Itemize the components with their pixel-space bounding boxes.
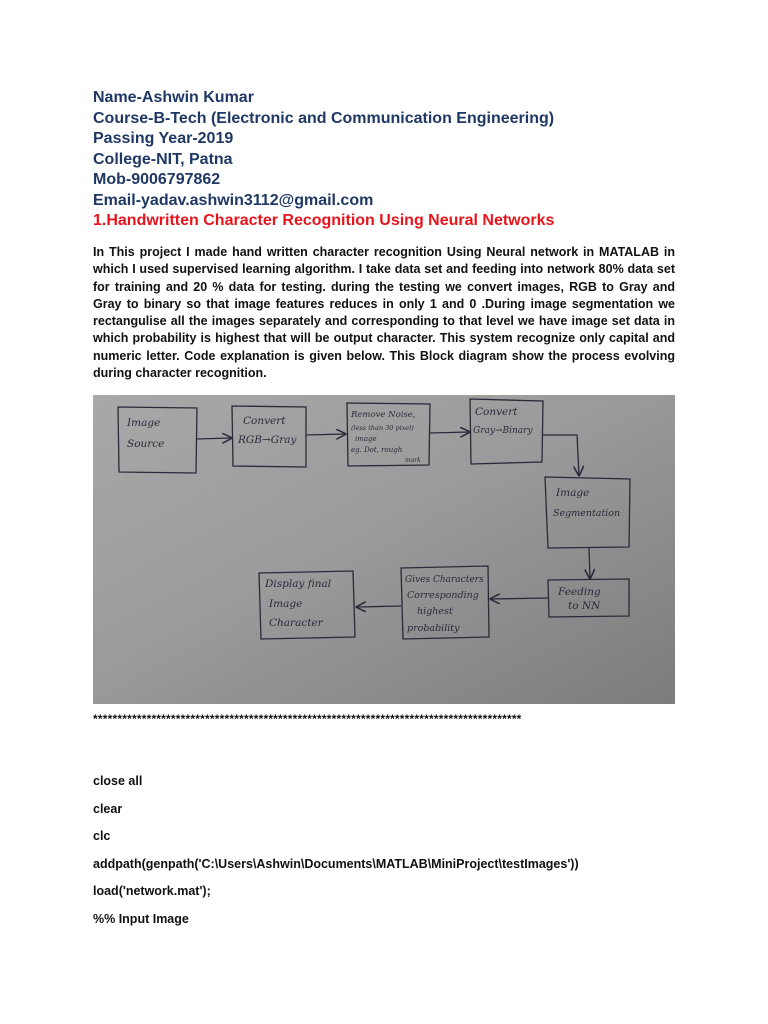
code-line: addpath(genpath('C:\Users\Ashwin\Documents\MATLAB\MiniProject\testImages')) <box>93 856 579 871</box>
diagram-label: Image <box>556 487 590 499</box>
diagram-label: Gray→Binary <box>473 426 533 436</box>
diagram-label: Corresponding <box>407 590 479 601</box>
resume-header <box>93 88 693 232</box>
diagram-label: Convert <box>243 415 286 427</box>
diagram-label: eg. Dot, rough <box>351 446 403 454</box>
code-line: close all <box>93 774 143 788</box>
diagram-label: RGB→Gray <box>238 434 297 446</box>
separator-line: **************************************************************************************** <box>93 712 522 726</box>
diagram-label: Image <box>127 417 161 429</box>
diagram-label: Display final <box>265 578 332 590</box>
diagram-label: Image <box>269 598 303 610</box>
code-line: clear <box>93 801 123 816</box>
block-diagram-photo <box>93 395 675 704</box>
name-line: Name-Ashwin Kumar <box>93 89 254 106</box>
code-line: load('network.mat'); <box>93 884 211 898</box>
diagram-label: image <box>355 435 377 443</box>
code-line: clc <box>93 829 111 843</box>
diagram-label: Source <box>127 438 165 450</box>
email-line: Email-yadav.ashwin3112@gmail.com <box>93 191 374 209</box>
code-block <box>93 773 693 938</box>
diagram-label: highest <box>417 606 453 617</box>
passing-year-line: Passing Year-2019 <box>93 130 234 147</box>
block-diagram <box>93 395 675 704</box>
diagram-label: Feeding <box>558 586 601 598</box>
diagram-label: Segmentation <box>553 508 621 519</box>
diagram-label: Remove Noise, <box>351 410 416 420</box>
college-line: College-NIT, Patna <box>93 150 233 168</box>
diagram-label: mark <box>405 457 421 464</box>
project-title: 1.Handwritten Character Recognition Using Neural Networks <box>93 212 555 229</box>
diagram-label: to NN <box>568 600 601 612</box>
course-line: Course-B-Tech (Electronic and Communication Engineering) <box>93 109 555 127</box>
code-line: %% Input Image <box>93 911 189 926</box>
diagram-label: probability <box>407 623 460 634</box>
diagram-label: Gives Characters <box>405 575 484 585</box>
diagram-label: Convert <box>475 406 518 418</box>
diagram-label: (less than 30 pixel) <box>351 424 414 432</box>
diagram-label: Character <box>269 617 323 629</box>
project-description: In This project I made hand written character recognition Using Neural network in MATALAB in which I used supervised learning algorithm. I take data set and feeding into network 80% data set for training and 20 % data for testing. during the testing we convert images, RGB to Gray and Gray to binary so that image features reduces in only 1 and 0 .During image segmentation we rectangulise all the images separately and corresponding to that level we have image set data in which probability is highest that will be output character. This system recognize only capital and numeric letter. Code explanation is given below. This Block diagram show the process evolving during character recognition. <box>93 245 675 381</box>
mobile-line: Mob-9006797862 <box>93 171 221 188</box>
